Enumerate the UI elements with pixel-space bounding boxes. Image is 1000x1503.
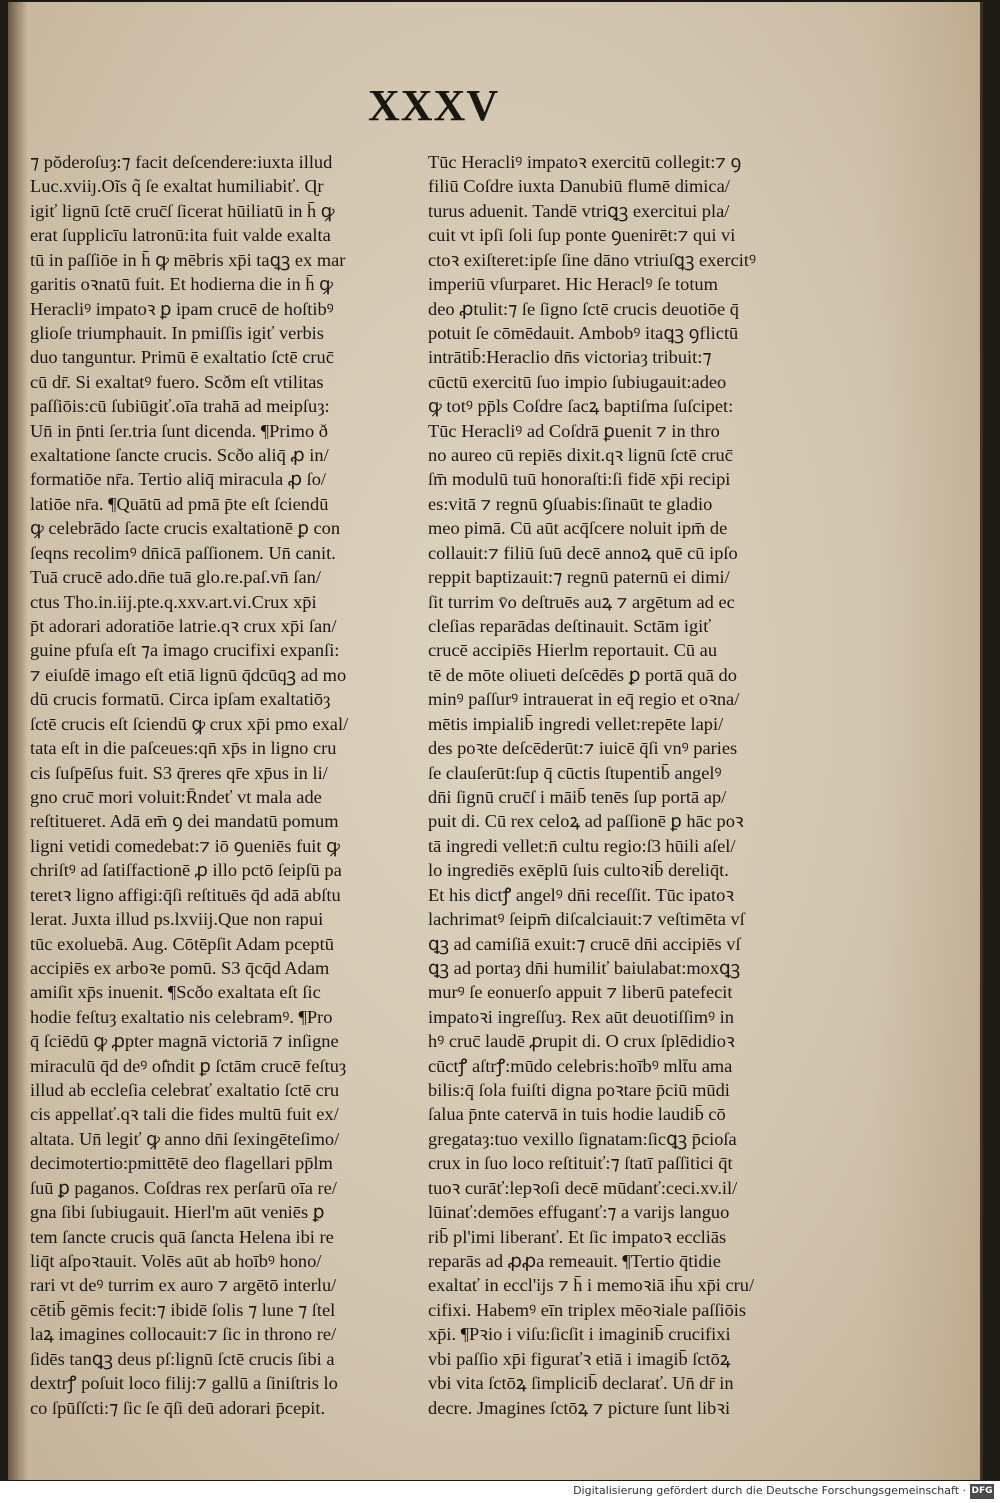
text-line: turus aduenit. Tandē vtriꝗꝫ exercitui pla/ <box>428 200 730 221</box>
folio-number: XXXV <box>368 81 500 130</box>
funding-credit: Digitalisierung gefördert durch die Deutsche Forschungsgemeinschaft · <box>573 1484 966 1497</box>
text-line: vbi vita ſctōꝝ ſimplicib̄ declarať. Un̄ dr̄ in <box>428 1373 734 1394</box>
text-line: co ſpūſſcti:⁊ ſic ſe q̄ſi deū adorari p̄cepit. <box>30 1397 326 1418</box>
text-line: murꝰ ſe eonuerſo appuit ⁊ liberū patefecit <box>428 982 733 1003</box>
text-line: filiū Coſdre iuxta Danubiū flumē dimica/ <box>428 176 730 197</box>
binding-gutter <box>8 2 28 1480</box>
text-line: lūinať:demōes effuganť:⁊ a varijs languo <box>428 1202 730 1223</box>
text-line: chriſtꝰ ad ſatiſfactionē ꝓ illo pctō ſeipſū pa <box>30 860 342 881</box>
text-line: tūc exoluebā. Aug. Cōtēpſit Adam pceptū <box>30 933 334 954</box>
text-line: paſſiōis:cū ſubiūgiť.oīa trahā ad meipſuȝ: <box>30 396 330 417</box>
text-line: ctoꝛ exiſteret:ipſe ſine dāno vtriuſꝗꝫ exercitꝰ <box>428 249 757 270</box>
text-line: ꝗꝫ ad portaȝ dn̄i humiliť baiulabat:moxꝗꝫ <box>428 957 741 978</box>
text-line: latiōe nr̄a. ¶Quātū ad pmā p̄te eſt ſciendū <box>30 493 329 514</box>
text-line: laꝝ imagines collocauit:⁊ ſic in throno re/ <box>30 1324 337 1345</box>
text-line: ſeqns recolimꝰ dn̄icā paſſionem. Un̄ canit. <box>30 542 336 563</box>
text-line: intrātib̄:Heraclio dn̄s victoriaȝ tribuit:⁊ <box>428 347 712 368</box>
text-line: decimotertio:pmittētē deo flagellari pp̄lm <box>30 1153 333 1174</box>
text-line: ꝙ celebrādo ſacte crucis exaltationē ꝑ con <box>30 518 341 539</box>
text-line: hodie feſtuȝ exaltatio nis celebramꝰ. ¶Pro <box>30 1006 333 1027</box>
text-line: exaltať in eccl'ijs ⁊ h̄ i memoꝛiā ih̄u xp̄i cru/ <box>428 1275 755 1296</box>
text-line: no aureo cū repiēs dixit.qꝛ lignū ſctē cruc̄ <box>428 445 733 466</box>
text-line: hꝰ cruc̄ laudē ꝓrupit di. O crux ſplēdidioꝛ <box>428 1031 735 1052</box>
dfg-logo: DFG <box>970 1484 994 1499</box>
text-line: altata. Un̄ legiť ꝙ anno dn̄i ſexingēteſimo/ <box>30 1128 340 1149</box>
text-line: gna ſibi ſubiugauit. Hierl'm aūt veniēs ꝑ <box>30 1202 325 1223</box>
text-line: teretꝛ ligno affigi:q̄ſi reſtituēs q̄d adā abſtu <box>30 884 341 905</box>
text-line: tem ſancte crucis quā ſancta Helena ibi re <box>30 1226 334 1247</box>
text-line: gno cruc̄ mori voluit:R̄ndeť vt mala ade <box>30 786 322 807</box>
text-line: Tūc Heracliꝰ ad Coſdrā ꝑuenit ⁊ in thro <box>428 420 720 441</box>
text-line: guine pfuſa eſt ⁊a imago crucifixi expanſi: <box>30 640 340 661</box>
text-line: ſit turrim v̄o deſtruēs auꝝ ⁊ argētum ad ec <box>428 591 735 612</box>
page-edge <box>980 2 983 1480</box>
text-line: ſidēs tanꝗꝫ deus pſ:lignū ſctē crucis ſibi a <box>30 1348 335 1369</box>
text-line: garitis oꝛnatū fuit. Et hodierna die in h̄ ꝙ <box>30 274 333 295</box>
text-line: ctus Tho.in.iij.pte.q.xxv.art.vi.Crux xp̄i <box>30 591 317 612</box>
text-line: Heracliꝰ impatoꝛ ꝑ ipam crucē de hoſtibꝰ <box>30 298 334 319</box>
page-edge-tint <box>873 2 983 1480</box>
text-line: reppit baptizauit:⁊ regnū paternū ei dimi/ <box>428 567 730 588</box>
right-text-column <box>428 150 793 1420</box>
paper-leaf <box>8 2 983 1480</box>
text-line: cūctū exercitū ſuo impio ſubiugauit:adeo <box>428 371 727 392</box>
text-line: rib̄ pl'imi liberanť. Et ſic impatoꝛ eccliās <box>428 1226 727 1247</box>
text-line: vbi paſſio xp̄i figuraťꝛ etiā i imagib̄ ſctōꝝ <box>428 1348 731 1369</box>
text-line: es:vitā ⁊ regnū ꝯſuabis:ſinaūt te gladio <box>428 493 713 514</box>
text-line: ſctē crucis eſt ſciendū ꝙ crux xp̄i pmo exal/ <box>30 713 349 734</box>
text-line: ꝙ totꝰ pp̄ls Coſdre ſacꝝ baptiſma ſuſcipet: <box>428 396 734 417</box>
text-line: cis ſuſpēſus fuit. S3 q̄reres qr̄e xp̄us in li/ <box>30 762 328 783</box>
text-line: dū crucis formatū. Circa ipſam exaltatiōȝ <box>30 689 331 710</box>
text-line: potuit ſe cōmēdauit. Ambobꝰ itaꝗꝫ ꝯflictū <box>428 322 739 343</box>
text-line: crucē accipiēs Hierlm reportauit. Cū au <box>428 640 718 661</box>
text-line: igiť lignū ſctē cruc̄ſ ſicerat hūiliatū in h̄ ꝙ <box>30 200 335 221</box>
text-line: ſuū ꝑ paganos. Coſdras rex perſarū oīa re/ <box>30 1177 337 1198</box>
text-line: q̄ ſciēdū ꝙ ꝓpter magnā victoriā ⁊ inſigne <box>30 1031 339 1052</box>
text-line: ſe clauſerūt:ſup q̄ cūctis ſtupentib̄ angelꝰ <box>428 762 722 783</box>
text-line: lo ingrediēs exēplū ſuis cultoꝛib̄ dereliq̄t. <box>428 860 729 881</box>
text-line: p̄t adorari adoratiōe latrie.qꝛ crux xp̄i ſan/ <box>30 616 337 637</box>
footer-bar <box>0 1481 1000 1503</box>
text-line: cis appellať.qꝛ tali die fides multū fuit ex/ <box>30 1104 339 1125</box>
text-line: cētib̄ gēmis fecit:⁊ ibidē ſolis ⁊ lune ⁊ ſtel <box>30 1299 336 1320</box>
text-line: rari vt deꝰ turrim ex auro ⁊ argētō interlu/ <box>30 1275 337 1296</box>
text-line: cifixi. Habemꝰ eīn triplex mēoꝛiale paſſiōis <box>428 1299 747 1320</box>
text-line: ⁊ pŏderoſuȝ:⁊ facit deſcendere:iuxta illud <box>30 152 333 172</box>
text-line: lerat. Juxta illud ps.lxviij.Que non rapui <box>30 909 324 930</box>
text-line: Un̄ in p̄nti ſer.tria ſunt dicenda. ¶Primo ð <box>30 420 328 441</box>
text-line: tuoꝛ curāť:lepꝛoſi decē mūdanť:ceci.xv.il/ <box>428 1177 738 1198</box>
text-line: deo ꝓtulit:⁊ ſe ſigno ſctē crucis deuotiōe q̄ <box>428 298 739 319</box>
text-line: tē de mōte oliueti deſcēdēs ꝑ portā quā do <box>428 664 737 685</box>
text-line: Et his dictꝭ angelꝰ dn̄i receſſit. Tūc ipatoꝛ <box>428 884 735 905</box>
text-line: Tuā crucē ado.dn̄e tuā glo.re.paſ.vn̄ ſan/ <box>30 567 321 588</box>
text-line: crux in ſuo loco reſtituiť:⁊ ſtatī paſſitici q̄t <box>428 1153 733 1174</box>
text-line: gregataȝ:tuo vexillo ſignatam:ſicꝗꝫ p̄cioſa <box>428 1128 737 1149</box>
text-line: cūctꝭ aſtrꝭ:mūdo celebris:hoībꝰ mlt̄u ama <box>428 1055 733 1076</box>
text-line: illud ab eccleſia celebrať exaltatio ſctē cru <box>30 1080 340 1101</box>
text-line: glioſe triumphauit. In pmiſſis igiť verbis <box>30 322 324 343</box>
text-line: decre. Jmagines ſctōꝝ ⁊ picture ſunt libꝛi <box>428 1397 731 1418</box>
text-line: mētis impialib̄ ingredi vellet:repēte lapi/ <box>428 713 724 734</box>
text-line: formatiōe nr̄a. Tertio aliq̄ miracula ꝓ ſo/ <box>30 469 327 490</box>
text-line: reparās ad ꝓꝓa remeauit. ¶Tertio q̄tidie <box>428 1250 721 1271</box>
text-line: xp̄i. ¶Pꝛio i viſu:ſicſit i imaginib̄ crucifixi <box>428 1324 731 1345</box>
text-line: impatoꝛi ingreſſuȝ. Rex aūt deuotiſſimꝰ in <box>428 1006 734 1027</box>
text-line: ⁊ eiuſdē imago eſt etiā lignū q̄dcūqꝫ ad mo <box>30 664 347 685</box>
text-line: tū in paſſiōe in h̄ ꝙ mēbris xp̄i taꝗꝫ ex mar <box>30 249 346 270</box>
text-line: des poꝛte deſcēderūt:⁊ iuicē q̄ſi vnꝰ paries <box>428 738 738 759</box>
text-line: accipiēs ex arboꝛe pomū. S3 q̄cq̄d Adam <box>30 957 330 978</box>
text-line: duo tanguntur. Primū ē exaltatio ſctē cruc̄ <box>30 347 334 368</box>
text-line: exaltatione ſancte crucis. Scðo aliq̄ ꝓ in/ <box>30 445 329 466</box>
text-line: collauit:⁊ filiū ſuū decē annoꝝ quē cū ipſo <box>428 542 738 563</box>
text-line: minꝰ paſſurꝰ intrauerat in eq̄ regio et oꝛna/ <box>428 689 740 710</box>
text-line: liq̄t aſpoꝛtauit. Volēs aūt ab hoībꝰ hono/ <box>30 1250 322 1271</box>
text-line: amiſit xp̄s inuenit. ¶Scðo exaltata eſt ſic <box>30 982 321 1003</box>
text-line: ꝗꝫ ad camiſiā exuit:⁊ crucē dn̄i accipiēs vſ <box>428 933 741 954</box>
text-line: cuit vt ipſi ſoli ſup ponte ꝯuenirēt:⁊ qui vi <box>428 225 736 246</box>
text-line: puit di. Cū rex celoꝝ ad paſſionē ꝑ hāc poꝛ <box>428 811 744 832</box>
text-line: ſalua p̄nte catervā in tuis hodie laudib̄ cō <box>428 1104 726 1125</box>
text-line: tā ingredi vellet:n̄ cultu regio:ſ3 hūili aſel/ <box>428 835 736 856</box>
text-line: dn̄i ſignū cruc̄ſ i māib̄ tenēs ſup portā ap/ <box>428 786 727 807</box>
text-line: lachrimatꝰ ſeipm̄ diſcalciauit:⁊ veſtimēta vſ <box>428 909 745 930</box>
text-line: ligni vetidi comedebat:⁊ iō ꝯueniēs fuit ꝙ <box>30 835 340 856</box>
text-line: cū dr̄. Si exaltatꝰ fuero. Scðm eſt vtilitas <box>30 371 324 392</box>
text-line: bilis:q̄ ſola fuiſti digna poꝛtare p̄ciū mūdi <box>428 1080 730 1101</box>
text-line: erat ſupplicīu latronū:ita fuit valde exalta <box>30 225 331 246</box>
text-line: imperiū vſurparet. Hic Heraclꝰ ſe totum <box>428 274 718 295</box>
text-line: tata eſt in die paſceues:qn̄ xp̄s in ligno cru <box>30 738 337 759</box>
text-line: cleſias reparādas deſtinauit. Sctām igiť <box>428 616 712 637</box>
text-line: Luc.xviiȷ.Oĩs q̃ ſe exaltat humiliabiť. Ɋr <box>30 176 324 197</box>
text-line: miraculū q̄d deꝰ oſ̄ndit ꝑ ſctām crucē feſtuȝ <box>30 1055 347 1076</box>
text-line: ſm̄ modulū tuū honoraſti:ſi fidē xp̄i recipi <box>428 469 731 490</box>
text-line: Tūc Heracliꝰ impatoꝛ exercitū collegit:⁊ ꝯ <box>428 152 742 172</box>
text-line: meo pimā. Cū aūt acq̄ſcere noluit ipm̄ de <box>428 518 728 539</box>
left-text-column <box>30 150 395 1420</box>
text-line: reſtitueret. Adā em̄ ꝯ dei mandatū pomum <box>30 811 339 832</box>
text-line: dextrꝭ poſuit loco filij:⁊ gallū a ſiniſtris lo <box>30 1373 338 1394</box>
